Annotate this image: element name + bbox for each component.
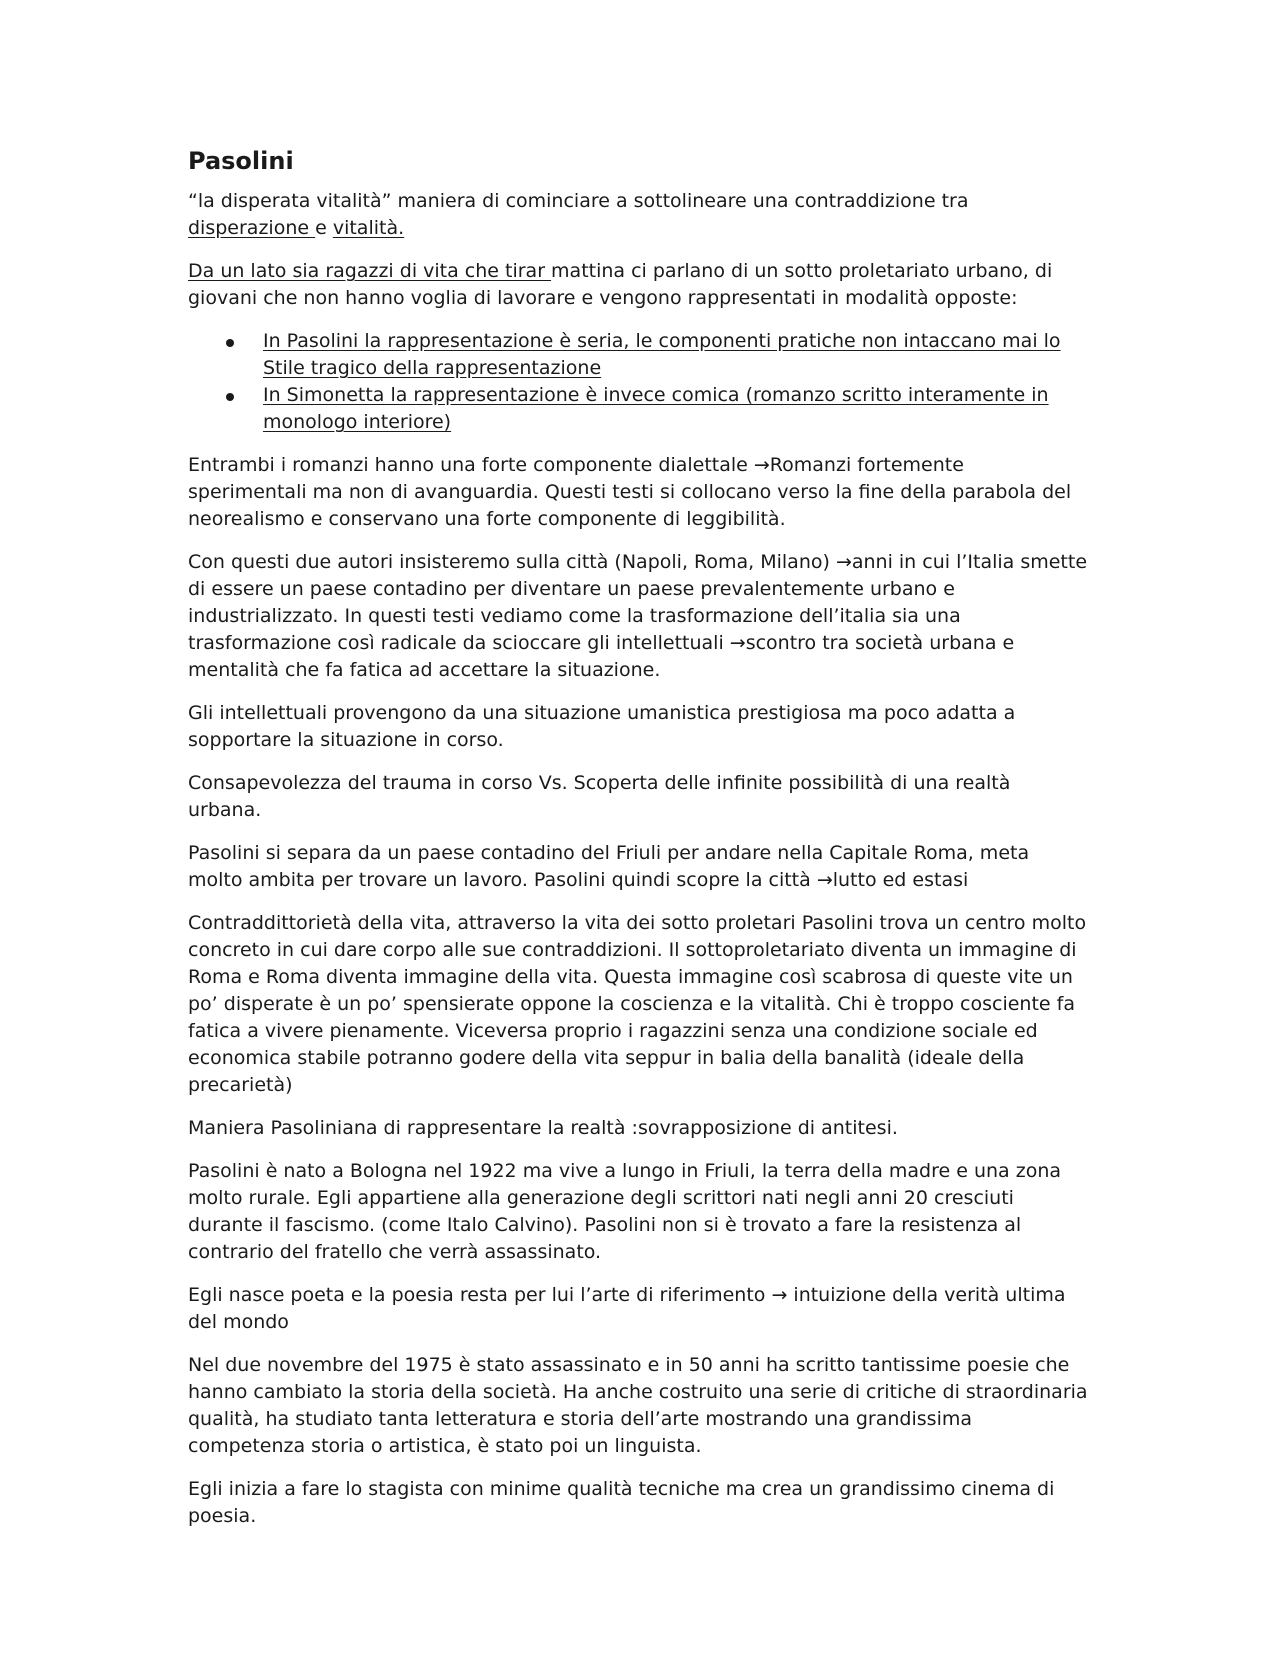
underlined-ragazzi: Da un lato sia ragazzi di vita che tirar	[188, 260, 552, 282]
bullet-text: In Simonetta la rappresentazione è invece comica (romanzo scritto interamente in monologo interiore)	[263, 384, 1049, 433]
bullet-list	[188, 328, 1088, 436]
paragraph: Con questi due autori insisteremo sulla città (Napoli, Roma, Milano) →anni in cui l’Italia smette di essere un paese contadino per diventare un paese prevalentemente urbano e industrializzato. In questi testi vediamo come la trasformazione dell’italia sia una trasformazione così radicale da scioccare gli intellettuali →scontro tra società urbana e mentalità che fa fatica ad accettare la situazione.	[188, 551, 1088, 681]
paragraph: Consapevolezza del trauma in corso Vs. Scoperta delle infinite possibilità di una realtà urbana.	[188, 772, 1011, 821]
intro-connector: e	[315, 217, 333, 239]
paragraph: Entrambi i romanzi hanno una forte componente dialettale →Romanzi fortemente sperimentali ma non di avanguardia. Questi testi si collocano verso la fine della parabola del neorealismo e conservano una forte componente di leggibilità.	[188, 454, 1072, 530]
bullet-text: In Pasolini la rappresentazione è seria, le componenti pratiche non intaccano mai lo Stile tragico della rappresentazione	[263, 330, 1061, 379]
paragraph: Maniera Pasoliniana di rappresentare la realtà :sovrapposizione di antitesi.	[188, 1117, 898, 1139]
paragraph: Pasolini è nato a Bologna nel 1922 ma vive a lungo in Friuli, la terra della madre e una zona molto rurale. Egli appartiene alla generazione degli scrittori nati negli anni 20 cresciuti durante il fascismo. (come Italo Calvino). Pasolini non si è trovato a fare la resistenza al contrario del fratello che verrà assassinato.	[188, 1160, 1061, 1263]
ragazzi-text: mattina ci parlano di un sotto proletariato urbano, di giovani che non hanno voglia di lavorare e vengono rappresentati in modalità opposte:	[188, 260, 1053, 309]
bullet-icon	[226, 339, 234, 347]
paragraph-intro	[188, 188, 1088, 242]
paragraph: Nel due novembre del 1975 è stato assassinato e in 50 anni ha scritto tantissime poesie che hanno cambiato la storia della società. Ha anche costruito una serie di critiche di straordinaria qualità, ha studiato tanta letteratura e storia dell’arte mostrando una grandissima competenza storia o artistica, è stato poi un linguista.	[188, 1354, 1088, 1457]
underlined-vitalita: vitalità.	[332, 217, 405, 239]
paragraph: Egli nasce poeta e la poesia resta per lui l’arte di riferimento → intuizione della verità ultima del mondo	[188, 1284, 1066, 1333]
underlined-disperazione: disperazione	[188, 217, 316, 239]
paragraph-ragazzi	[188, 258, 1088, 312]
list-item	[188, 382, 1088, 436]
paragraph: Contraddittorietà della vita, attraverso la vita dei sotto proletari Pasolini trova un centro molto concreto in cui dare corpo alle sue contraddizioni. Il sottoproletariato diventa un immagine di Roma e Roma diventa immagine della vita. Questa immagine così scabrosa di queste vite un po’ disperate è un po’ spensierate oppone la coscienza e la vitalità. Chi è troppo cosciente fa fatica a vivere pienamente. Viceversa proprio i ragazzini senza una condizione sociale ed economica stabile potranno godere della vita seppur in balia della banalità (ideale della precarietà)	[188, 912, 1087, 1096]
list-item	[188, 328, 1088, 382]
document-page	[188, 146, 1088, 1546]
document-title: Pasolini	[188, 147, 294, 175]
paragraph: Pasolini si separa da un paese contadino del Friuli per andare nella Capitale Roma, meta molto ambita per trovare un lavoro. Pasolini quindi scopre la città →lutto ed estasi	[188, 842, 1030, 891]
bullet-icon	[226, 393, 234, 401]
paragraph: Egli inizia a fare lo stagista con minime qualità tecniche ma crea un grandissimo cinema di poesia.	[188, 1478, 1055, 1527]
paragraph: Gli intellettuali provengono da una situazione umanistica prestigiosa ma poco adatta a sopportare la situazione in corso.	[188, 702, 1016, 751]
intro-text: “la disperata vitalità” maniera di cominciare a sottolineare una contraddizione tra	[188, 190, 969, 212]
